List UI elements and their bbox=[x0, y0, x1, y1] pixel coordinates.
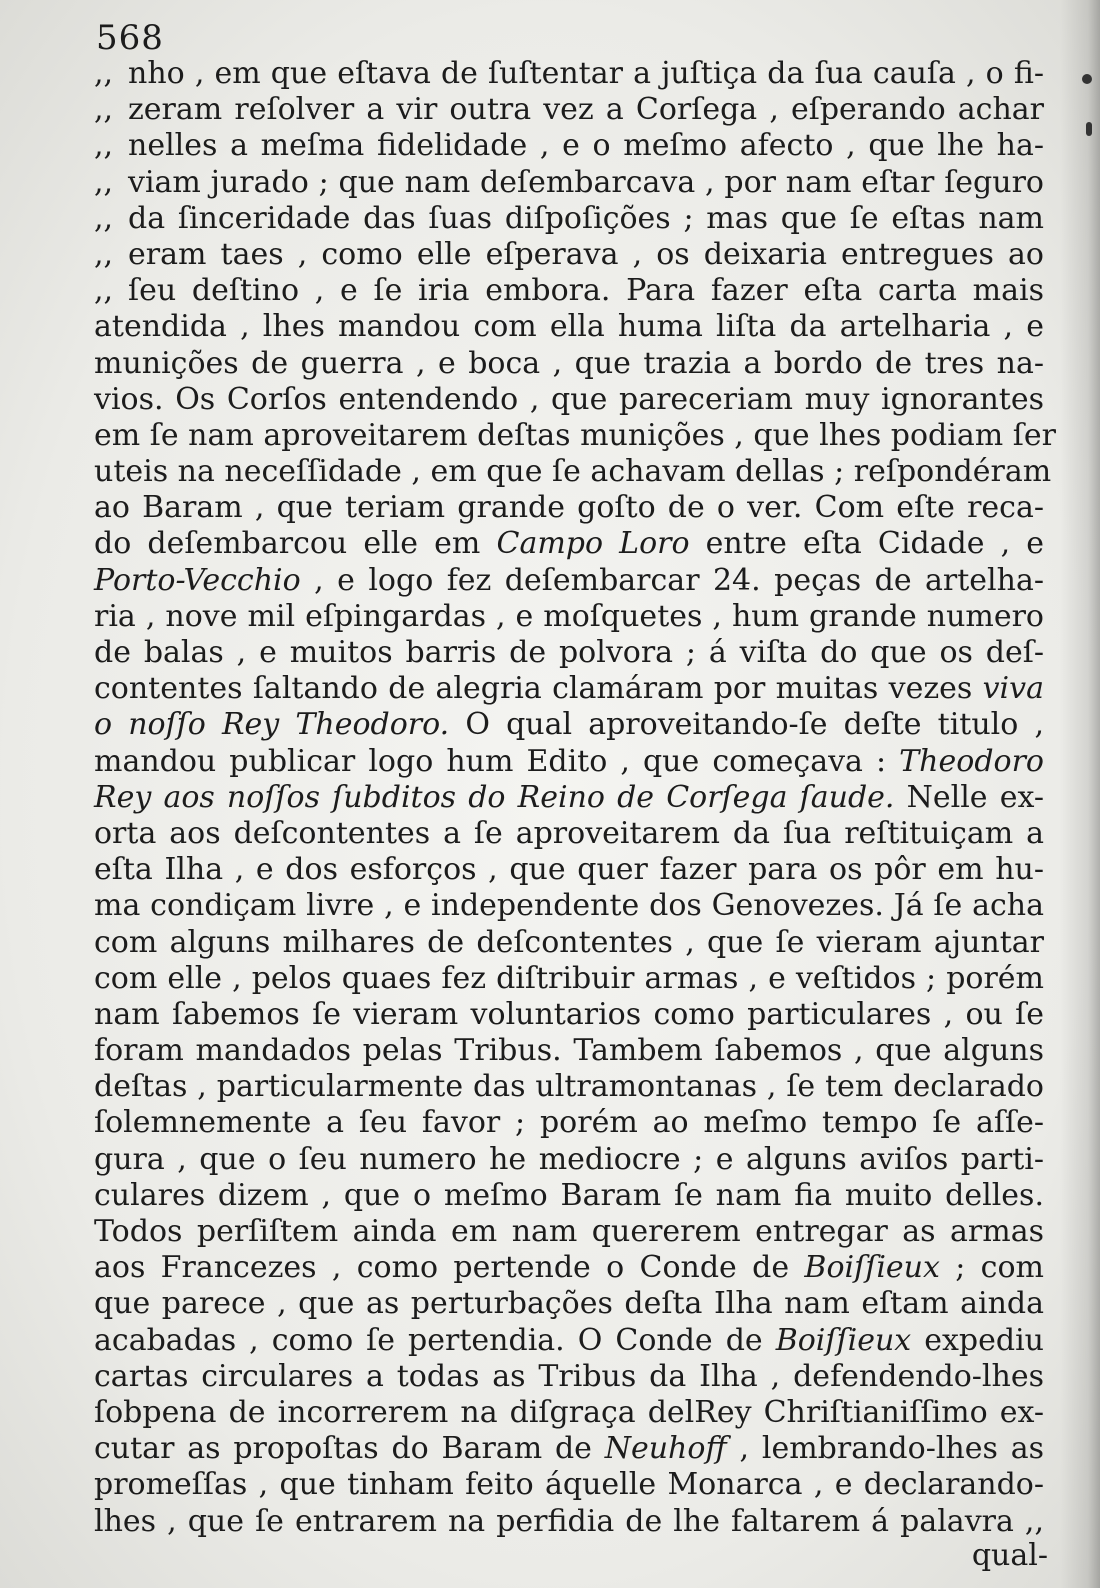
text-line bbox=[94, 671, 1044, 707]
quote-mark: ,, bbox=[94, 56, 114, 91]
text-segment: gura , que o ſeu numero he mediocre ; e alguns aviſos parti- bbox=[94, 1141, 1044, 1177]
text-line bbox=[94, 128, 1044, 164]
body-text bbox=[94, 56, 1056, 1540]
text-line bbox=[94, 309, 1044, 345]
text-segment: eram taes , como elle eſperava , os deixaria entregues ao bbox=[128, 236, 1044, 272]
text-segment: ; com bbox=[939, 1250, 1044, 1286]
text-segment: Nelle ex- bbox=[894, 779, 1044, 815]
text-segment: de balas , e muitos barris de polvora ; á viſta do que os deſ- bbox=[94, 635, 1044, 670]
quote-mark: ,, bbox=[94, 128, 114, 164]
text-segment: eſta Ilha , e dos esforços , que quer fazer para os pôr em hu- bbox=[94, 852, 1044, 888]
text-segment: orta aos deſcontentes a ſe aproveitarem da ſua reſtituiçam a bbox=[94, 815, 1044, 851]
text-line bbox=[94, 382, 1044, 418]
text-line bbox=[94, 346, 1044, 382]
text-line bbox=[94, 92, 1044, 128]
text-line bbox=[94, 526, 1044, 562]
text-segment: do deſembarcou elle em bbox=[94, 526, 497, 562]
page-number: 568 bbox=[96, 18, 164, 58]
text-line bbox=[94, 454, 1052, 490]
text-segment: promeſſas , que tinham feito áquelle Monarca , e declarando- bbox=[94, 1467, 1044, 1503]
text-line bbox=[94, 1214, 1044, 1250]
text-segment: vios. Os Corſos entendendo , que pareceriam muy ignorantes bbox=[94, 381, 1044, 417]
text-segment: nam ſabemos ſe vieram voluntarios como particulares , ou ſe bbox=[94, 996, 1044, 1032]
text-segment: ſeu deſtino , e ſe iria embora. Para fazer eſta carta mais bbox=[128, 273, 1044, 309]
text-segment: munições de guerra , e boca , que trazia a bordo de tres na- bbox=[94, 345, 1044, 381]
quote-mark: ,, bbox=[94, 236, 114, 272]
text-segment: O qual aproveitando-ſe deſte titulo , bbox=[449, 707, 1044, 743]
text-line bbox=[94, 816, 1044, 852]
text-line bbox=[94, 599, 1044, 635]
text-segment: com alguns milhares de deſcontentes , que ſe vieram ajuntar bbox=[94, 924, 1044, 960]
text-segment: culares dizem , que o meſmo Baram ſe nam fia muito delles. bbox=[94, 1177, 1044, 1213]
italic-text: Boiſſieux bbox=[804, 1250, 940, 1286]
text-line bbox=[94, 1467, 1044, 1503]
text-segment: nelles a meſma fidelidade , e o meſmo afecto , que lhe ha- bbox=[128, 128, 1044, 164]
text-segment: contentes ſaltando de alegria clamáram por muitas vezes bbox=[94, 671, 983, 707]
text-segment: lhes , que ſe entrarem na perfidia de lhe faltarem á palavra ,, bbox=[94, 1503, 1044, 1539]
text-line bbox=[94, 201, 1044, 237]
text-segment: expediu bbox=[911, 1322, 1044, 1358]
text-segment: em ſe nam aproveitarem deſtas munições , que lhes podiam ſer bbox=[94, 417, 1056, 453]
text-line bbox=[94, 744, 1044, 780]
text-segment: zeram reſolver a vir outra vez a Corſega , eſperando achar bbox=[128, 92, 1044, 128]
italic-text: Theodoro bbox=[899, 743, 1044, 779]
text-segment: entre eſta Cidade , e bbox=[689, 526, 1045, 562]
text-segment: ſolemnemente a ſeu favor ; porém ao meſmo tempo ſe aſſe- bbox=[94, 1105, 1044, 1141]
text-segment: mandou publicar logo hum Edito , que começava : bbox=[94, 743, 900, 779]
text-line bbox=[94, 1250, 1044, 1286]
text-segment: uteis na neceſſidade , em que ſe achavam dellas ; reſpondéram bbox=[94, 454, 1052, 490]
text-segment: Todos perſiſtem ainda em nam quererem entregar as armas bbox=[94, 1214, 1044, 1249]
text-segment: ſobpena de incorrerem na diſgraça delRey Chriſtianiſſimo ex- bbox=[94, 1394, 1044, 1430]
text-line bbox=[94, 165, 1044, 201]
text-line bbox=[94, 1359, 1044, 1395]
text-segment: ria , nove mil eſpingardas , e moſquetes , hum grande numero bbox=[94, 598, 1044, 634]
text-segment: com elle , pelos quaes fez diſtribuir armas , e veſtidos ; porém bbox=[94, 960, 1044, 996]
italic-text: Rey aos noſſos ſubditos do Reino de Corſega ſaude. bbox=[94, 779, 895, 815]
italic-text: Campo Loro bbox=[496, 526, 690, 562]
text-line bbox=[94, 707, 1044, 743]
text-segment: que parece , que as perturbações deſta Ilha nam eſtam ainda bbox=[94, 1286, 1044, 1322]
text-segment: ma condiçam livre , e independente dos Genovezes. Já ſe acha bbox=[94, 888, 1044, 924]
text-line bbox=[94, 563, 1044, 599]
text-line bbox=[94, 1142, 1044, 1178]
italic-text: o noſſo Rey Theodoro. bbox=[94, 707, 450, 743]
text-line bbox=[94, 1105, 1044, 1141]
text-segment: da ſinceridade das ſuas diſpoſições ; mas que ſe eſtas nam bbox=[128, 200, 1044, 236]
text-segment: , e logo fez deſembarcar 24. peças de artelha- bbox=[300, 562, 1044, 598]
text-line bbox=[94, 490, 1044, 526]
italic-text: viva bbox=[982, 671, 1044, 707]
text-segment: ao Baram , que teriam grande goſto de o ver. Com eſte reca- bbox=[94, 490, 1044, 526]
text-line bbox=[94, 1178, 1044, 1214]
text-segment: , lembrando-lhes as bbox=[726, 1431, 1044, 1467]
text-segment: deſtas , particularmente das ultramontanas , ſe tem declarado bbox=[94, 1069, 1044, 1105]
quote-mark: ,, bbox=[94, 200, 114, 236]
italic-text: Boiſſieux bbox=[775, 1322, 912, 1358]
text-line bbox=[94, 1033, 1044, 1069]
text-line bbox=[94, 780, 1044, 816]
text-segment: atendida , lhes mandou com ella huma liſta da artelharia , e bbox=[94, 309, 1044, 345]
text-segment: nho , em que eſtava de ſuſtentar a juſtiça da ſua cauſa , o fi- bbox=[128, 56, 1044, 91]
text-line bbox=[94, 56, 1044, 92]
quote-mark: ,, bbox=[94, 164, 114, 200]
text-line bbox=[94, 1431, 1044, 1467]
text-line bbox=[94, 1069, 1044, 1105]
text-line bbox=[94, 997, 1044, 1033]
margin-ink-mark bbox=[1086, 122, 1092, 136]
text-line bbox=[94, 1395, 1044, 1431]
text-segment: viam jurado ; que nam deſembarcava , por nam eſtar ſeguro bbox=[128, 164, 1044, 200]
text-line bbox=[94, 417, 1056, 454]
text-segment: acabadas , como ſe pertendia. O Conde de bbox=[94, 1322, 776, 1358]
text-segment: foram mandados pelas Tribus. Tambem ſabemos , que alguns bbox=[94, 1033, 1044, 1069]
text-line bbox=[94, 635, 1044, 671]
text-line bbox=[94, 1286, 1044, 1322]
text-line bbox=[94, 852, 1044, 888]
text-line bbox=[94, 888, 1044, 924]
text-line bbox=[94, 1504, 1044, 1540]
page-edge-shadow bbox=[1060, 0, 1100, 1588]
italic-text: Neuhoff bbox=[604, 1431, 727, 1467]
text-segment: aos Francezes , como pertende o Conde de bbox=[94, 1250, 805, 1286]
text-line bbox=[94, 961, 1044, 997]
quote-mark: ,, bbox=[94, 92, 114, 128]
text-line bbox=[94, 273, 1044, 309]
quote-mark: ,, bbox=[94, 273, 114, 309]
margin-ink-mark bbox=[1082, 74, 1092, 84]
text-segment: cartas circulares a todas as Tribus da Ilha , defendendo-lhes bbox=[94, 1358, 1044, 1394]
text-segment: cutar as propoſtas do Baram de bbox=[94, 1431, 605, 1467]
text-line bbox=[94, 925, 1044, 961]
text-line bbox=[94, 237, 1044, 273]
text-line bbox=[94, 1323, 1044, 1359]
catchword: qual- bbox=[971, 1538, 1048, 1573]
italic-text: Porto-Vecchio bbox=[94, 562, 301, 598]
